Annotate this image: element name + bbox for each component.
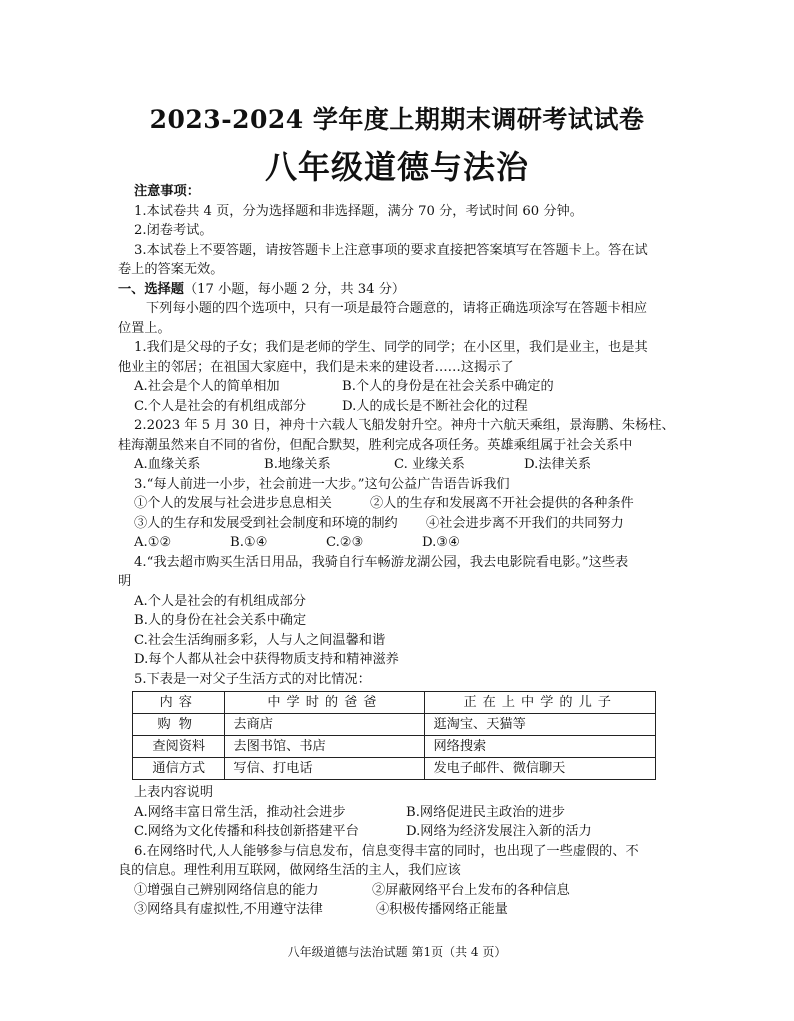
option-a: A.网络丰富日常生活，推动社会进步: [134, 804, 346, 820]
table-cell: 逛淘宝、天猫等: [425, 714, 656, 736]
question-5-stem: 5.下表是一对父子生活方式的对比情况：: [134, 671, 371, 687]
statement-2: ②人的生存和发展离不开社会提供的各种条件: [370, 496, 634, 511]
option-a: A.血缘关系: [134, 457, 201, 472]
option-c: C.社会生活绚丽多彩，人与人之间温馨和谐: [134, 632, 386, 648]
section-heading-note: （17 小题，每小题 2 分，共 34 分）: [183, 281, 406, 297]
question-3-statements-row: [118, 514, 678, 534]
table-cell: 通信方式: [133, 758, 225, 780]
exam-title: 2023-2024 学年度上期期末调研考试试卷: [149, 105, 645, 134]
note-item: 卷上的答案无效。: [118, 262, 224, 277]
question-3-statements-row: [118, 494, 678, 514]
question-5-followup: 上表内容说明: [134, 785, 214, 800]
option-c: C.个人是社会的有机组成部分: [134, 398, 307, 414]
question-6-stem: 良的信息。理性利用互联网，做网络生活的主人，我们应该: [118, 863, 461, 878]
statement-4: ④积极传播网络正能量: [376, 902, 508, 917]
question-6-statements-row: [118, 881, 678, 901]
note-item: 3.本试卷上不要答题，请按答题卡上注意事项的要求直接把答案填写在答题卡上。答在试: [134, 242, 648, 258]
option-d: D.人的成长是不断社会化的过程: [342, 398, 528, 414]
table-cell: 发电子邮件、微信聊天: [425, 758, 656, 780]
exam-subject: 八年级道德与法治: [264, 148, 529, 186]
table-row: [133, 758, 656, 780]
table-cell: 写信、打电话: [225, 758, 425, 780]
table-header-cell: 内容: [133, 692, 225, 714]
statement-4: ④社会进步离不开我们的共同努力: [426, 515, 624, 531]
table-cell: 网络搜索: [425, 736, 656, 758]
table-cell: 购物: [133, 714, 225, 736]
option-b: B.人的身份在社会关系中确定: [134, 613, 307, 628]
option-b: B.①④: [230, 535, 268, 550]
option-a: A.①②: [134, 535, 172, 550]
question-6-stem: 6.在网络时代,人人能够参与信息发布，信息变得丰富的同时，也出现了一些虚假的、不: [134, 843, 639, 859]
question-1-options-row: [118, 377, 678, 397]
question-6-statements-row: [118, 900, 678, 920]
section-instruction: 位置上。: [118, 320, 171, 336]
option-a: A.社会是个人的简单相加: [134, 379, 280, 394]
option-d: D.③④: [422, 535, 460, 550]
option-b: B.地缘关系: [264, 457, 331, 472]
option-c: C.②③: [326, 535, 364, 550]
question-1-stem: 他业主的邻居；在祖国大家庭中，我们是未来的建设者……这揭示了: [118, 359, 514, 375]
question-5-options-row: [118, 803, 678, 823]
option-d: D.每个人都从社会中获得物质支持和精神滋养: [134, 652, 399, 667]
question-5-options-row: [118, 822, 678, 842]
option-c: C. 业缘关系: [394, 457, 465, 472]
question-4-stem: 4.“我去超市购买生活日用品，我骑自行车畅游龙湖公园，我去电影院看电影。”这些表: [134, 554, 629, 570]
table-cell: 去商店: [225, 714, 425, 736]
table-row: [133, 714, 656, 736]
comparison-table: [132, 691, 656, 780]
statement-1: ①个人的发展与社会进步息息相关: [134, 496, 332, 511]
exam-body: [118, 182, 678, 920]
table-header-cell: 正在上中学的儿子: [425, 692, 656, 714]
question-3-stem: 3.“每人前进一小步，社会前进一大步。”这句公益广告语告诉我们: [134, 476, 510, 492]
statement-3: ③网络具有虚拟性,不用遵守法律: [134, 902, 323, 917]
question-1-options-row: [118, 397, 678, 417]
table-cell: 查阅资料: [133, 736, 225, 758]
option-b: B.个人的身份是在社会关系中确定的: [342, 379, 554, 394]
option-a: A.个人是社会的有机组成部分: [134, 593, 306, 609]
question-2-stem: 2.2023 年 5 月 30 日，神舟十六载人飞船发射升空。神舟十六航天乘组，景海鹏、朱杨柱、: [134, 418, 675, 433]
option-d: D.网络为经济发展注入新的活力: [406, 824, 592, 839]
option-b: B.网络促进民主政治的进步: [406, 804, 565, 820]
note-item: 2.闭卷考试。: [134, 223, 213, 238]
statement-1: ①增强自己辨别网络信息的能力: [134, 882, 319, 898]
section-instruction: 下列每小题的四个选项中，只有一项是最符合题意的，请将正确选项涂写在答题卡相应: [146, 301, 648, 316]
question-3-options-row: [118, 533, 678, 553]
statement-2: ②屏蔽网络平台上发布的各种信息: [372, 882, 570, 898]
statement-3: ③人的生存和发展受到社会制度和环境的制约: [134, 515, 398, 531]
table-header-row: [133, 692, 656, 714]
table-cell: 去图书馆、书店: [225, 736, 425, 758]
question-2-stem: 桂海潮虽然来自不同的省份，但配合默契，胜利完成各项任务。英雄乘组属于社会关系中: [118, 437, 633, 453]
option-d: D.法律关系: [524, 457, 592, 472]
note-item: 1.本试卷共 4 页，分为选择题和非选择题，满分 70 分，考试时间 60 分钟。: [134, 203, 583, 219]
question-1-stem: 1.我们是父母的子女；我们是老师的学生、同学的同学；在小区里，我们是业主，也是其: [134, 340, 648, 355]
table-header-cell: 中学时的爸爸: [225, 692, 425, 714]
option-c: C.网络为文化传播和科技创新搭建平台: [134, 824, 359, 839]
question-4-stem: 明: [118, 574, 132, 589]
section-heading: 一、选择题: [118, 281, 184, 297]
section-heading-line: [118, 280, 678, 300]
page-footer: 八年级道德与法治试题 第1页（共 4 页）: [287, 945, 507, 959]
notes-heading: 注意事项：: [134, 184, 200, 199]
question-2-options-row: [118, 455, 678, 475]
table-row: [133, 736, 656, 758]
